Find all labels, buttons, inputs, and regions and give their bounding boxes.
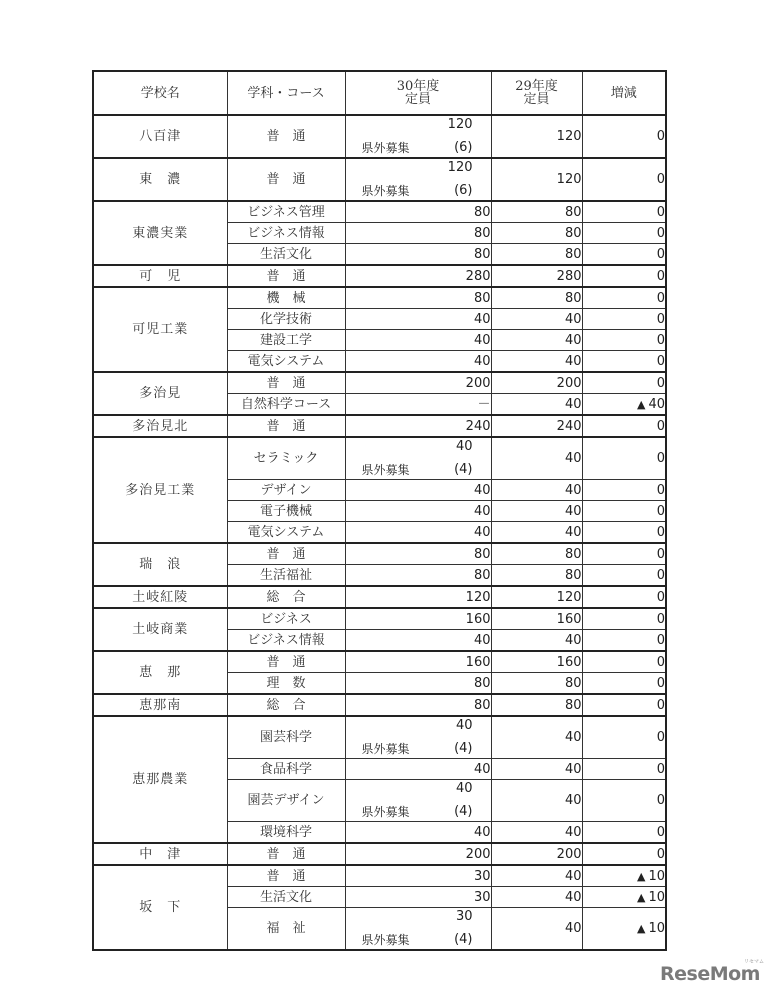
table-row [93,608,666,630]
school-name: 土岐商業 [93,608,227,651]
capacity-29-value: 80 [491,694,582,716]
change-value: 0 [582,673,666,695]
capacity-29-value: 40 [491,908,582,951]
capacity-30-value: 120 [447,117,473,132]
table-header-row [93,71,666,115]
course-name: 理 数 [227,673,345,695]
change-value: 0 [582,843,666,865]
course-name: 普 通 [227,865,345,887]
table-row [93,543,666,565]
capacity-30-value: 160 [345,651,491,673]
course-name: 普 通 [227,651,345,673]
course-name: 電気システム [227,522,345,544]
school-name: 多治見工業 [93,437,227,543]
decrease-triangle-icon: ▲ [636,869,646,883]
capacity-30-value: 80 [345,244,491,266]
change-value: 0 [582,501,666,522]
school-name: 恵那南 [93,694,227,716]
capacity-29-value: 40 [491,780,582,822]
change-value: 0 [582,565,666,587]
course-name: 普 通 [227,843,345,865]
course-name: 環境科学 [227,822,345,844]
school-name: 多治見 [93,372,227,415]
capacity-29-value: 160 [491,651,582,673]
change-value: 0 [582,716,666,759]
capacity-30-cell [345,158,491,201]
header-course: 学科・コース [227,71,345,115]
change-value [582,865,666,887]
table-row [93,372,666,394]
capacity-30-value: 80 [345,565,491,587]
change-value [582,908,666,951]
school-name: 恵那農業 [93,716,227,843]
out-of-prefecture-count: (6) [454,140,473,155]
decrease-triangle-icon: ▲ [636,890,646,904]
capacity-29-value: 40 [491,630,582,652]
change-value: 0 [582,543,666,565]
course-name: 生活文化 [227,887,345,908]
capacity-29-value: 40 [491,865,582,887]
header-capacity-29 [491,71,582,115]
capacity-30-value: 40 [345,330,491,351]
capacity-29-value: 40 [491,330,582,351]
course-name: 福 祉 [227,908,345,951]
capacity-30-value: 40 [345,630,491,652]
out-of-prefecture-count: (4) [454,462,473,477]
capacity-30-value: 80 [345,543,491,565]
capacity-30-value: 80 [345,673,491,695]
header-capacity-30 [345,71,491,115]
change-value: 0 [582,480,666,501]
capacity-29-value: 80 [491,244,582,266]
out-of-prefecture-label: 県外募集 [361,184,410,198]
capacity-30-value: 200 [345,372,491,394]
capacity-29-value: 120 [491,115,582,158]
change-value [582,887,666,908]
change-value: 0 [582,201,666,223]
capacity-29-value: 160 [491,608,582,630]
capacity-30-value: 80 [345,201,491,223]
table-row [93,865,666,887]
change-value: 0 [582,630,666,652]
change-value: 0 [582,265,666,287]
change-amount: 40 [648,396,665,412]
course-name: ビジネス [227,608,345,630]
change-value: 0 [582,415,666,437]
capacity-29-value: 80 [491,543,582,565]
out-of-prefecture-count: (4) [454,741,473,756]
course-name: 生活福祉 [227,565,345,587]
table-row [93,115,666,158]
enrollment-capacity-table [92,70,667,951]
table-body [93,115,666,950]
capacity-29-value: 40 [491,716,582,759]
school-name: 坂 下 [93,865,227,950]
capacity-30-value: 40 [345,522,491,544]
table-row [93,415,666,437]
course-name: 普 通 [227,415,345,437]
capacity-30-value: 80 [345,694,491,716]
capacity-30-cell [345,115,491,158]
table-row [93,651,666,673]
school-name: 土岐紅陵 [93,586,227,608]
out-of-prefecture-label: 県外募集 [361,933,410,947]
course-name: ビジネス情報 [227,223,345,244]
change-amount: 10 [648,868,665,884]
capacity-29-value: 40 [491,394,582,416]
capacity-30-value: 40 [345,309,491,330]
table-row [93,287,666,309]
capacity-30-value: － [345,394,491,416]
change-value: 0 [582,158,666,201]
capacity-29-value: 280 [491,265,582,287]
capacity-29-value: 40 [491,822,582,844]
capacity-30-value: 120 [345,586,491,608]
school-name: 中 津 [93,843,227,865]
header-change: 増減 [582,71,666,115]
change-value: 0 [582,522,666,544]
capacity-30-value: 160 [345,608,491,630]
change-value: 0 [582,586,666,608]
capacity-29-value: 40 [491,501,582,522]
out-of-prefecture-count: (6) [454,183,473,198]
capacity-30-value: 40 [345,351,491,373]
change-value: 0 [582,608,666,630]
change-value: 0 [582,351,666,373]
course-name: 園芸デザイン [227,780,345,822]
capacity-29-value: 80 [491,673,582,695]
course-name: 園芸科学 [227,716,345,759]
school-name: 可児工業 [93,287,227,372]
course-name: 総 合 [227,694,345,716]
out-of-prefecture-count: (4) [454,932,473,947]
school-name: 東濃実業 [93,201,227,265]
capacity-29-value: 40 [491,887,582,908]
capacity-30-value: 30 [455,909,473,924]
table-row [93,843,666,865]
course-name: 化学技術 [227,309,345,330]
change-value: 0 [582,694,666,716]
resemom-logo: ReseMom [660,963,760,985]
school-name: 可 児 [93,265,227,287]
capacity-30-cell [345,908,491,951]
course-name: 普 通 [227,372,345,394]
change-value: 0 [582,115,666,158]
capacity-29-value: 40 [491,759,582,780]
school-name: 多治見北 [93,415,227,437]
change-amount: 10 [648,921,665,936]
change-value: 0 [582,244,666,266]
course-name: 普 通 [227,265,345,287]
capacity-30-value: 30 [345,887,491,908]
enrollment-table-container [92,70,667,951]
change-value: 0 [582,822,666,844]
capacity-30-value: 80 [345,287,491,309]
header-capacity-29-year: 29年度 [515,79,558,94]
change-value: 0 [582,780,666,822]
course-name: ビジネス管理 [227,201,345,223]
course-name: 生活文化 [227,244,345,266]
out-of-prefecture-count: (4) [454,804,473,819]
course-name: 電気システム [227,351,345,373]
decrease-triangle-icon: ▲ [636,397,646,411]
decrease-triangle-icon: ▲ [636,922,646,935]
resemom-logo-kana: リセマム [744,959,764,965]
course-name: セラミック [227,437,345,480]
capacity-29-value: 40 [491,351,582,373]
table-row [93,201,666,223]
change-value: 0 [582,330,666,351]
out-of-prefecture-label: 県外募集 [361,805,410,819]
course-name: 食品科学 [227,759,345,780]
course-name: 普 通 [227,158,345,201]
table-row [93,437,666,480]
course-name: 自然科学コース [227,394,345,416]
capacity-30-cell [345,780,491,822]
change-value: 0 [582,372,666,394]
out-of-prefecture-label: 県外募集 [361,742,410,756]
capacity-29-value: 80 [491,287,582,309]
school-name: 瑞 浪 [93,543,227,586]
capacity-30-value: 280 [345,265,491,287]
capacity-30-value: 30 [345,865,491,887]
school-name: 八百津 [93,115,227,158]
capacity-30-value: 40 [455,439,473,454]
course-name: 普 通 [227,115,345,158]
course-name: 機 械 [227,287,345,309]
out-of-prefecture-label: 県外募集 [361,463,410,477]
capacity-29-value: 80 [491,565,582,587]
header-capacity-29-label: 定員 [523,92,550,107]
capacity-30-value: 80 [345,223,491,244]
school-name: 恵 那 [93,651,227,694]
table-row [93,694,666,716]
capacity-30-cell [345,716,491,759]
capacity-29-value: 120 [491,586,582,608]
capacity-29-value: 120 [491,158,582,201]
table-row [93,716,666,759]
change-amount: 10 [648,889,665,905]
out-of-prefecture-label: 県外募集 [361,141,410,155]
capacity-29-value: 200 [491,843,582,865]
course-name: ビジネス情報 [227,630,345,652]
capacity-30-value: 40 [455,718,473,733]
capacity-30-value: 240 [345,415,491,437]
capacity-30-value: 200 [345,843,491,865]
change-value: 0 [582,309,666,330]
capacity-29-value: 240 [491,415,582,437]
capacity-30-value: 40 [455,781,473,796]
course-name: 電子機械 [227,501,345,522]
course-name: デザイン [227,480,345,501]
capacity-30-cell [345,437,491,480]
course-name: 普 通 [227,543,345,565]
capacity-29-value: 40 [491,480,582,501]
capacity-29-value: 80 [491,201,582,223]
change-value: 0 [582,223,666,244]
change-value: 0 [582,287,666,309]
course-name: 建設工学 [227,330,345,351]
table-row [93,158,666,201]
change-value: 0 [582,651,666,673]
header-capacity-30-year: 30年度 [396,79,440,94]
header-school: 学校名 [93,71,227,115]
capacity-30-value: 40 [345,480,491,501]
change-value: 0 [582,759,666,780]
capacity-30-value: 40 [345,501,491,522]
capacity-29-value: 40 [491,437,582,480]
capacity-30-value: 120 [447,160,473,175]
course-name: 総 合 [227,586,345,608]
capacity-29-value: 40 [491,309,582,330]
capacity-30-value: 40 [345,822,491,844]
change-value: 0 [582,437,666,480]
change-value [582,394,666,416]
table-row [93,586,666,608]
capacity-29-value: 200 [491,372,582,394]
capacity-30-value: 40 [345,759,491,780]
header-capacity-30-label: 定員 [404,92,431,107]
capacity-29-value: 40 [491,522,582,544]
table-row [93,265,666,287]
capacity-29-value: 80 [491,223,582,244]
school-name: 東 濃 [93,158,227,201]
